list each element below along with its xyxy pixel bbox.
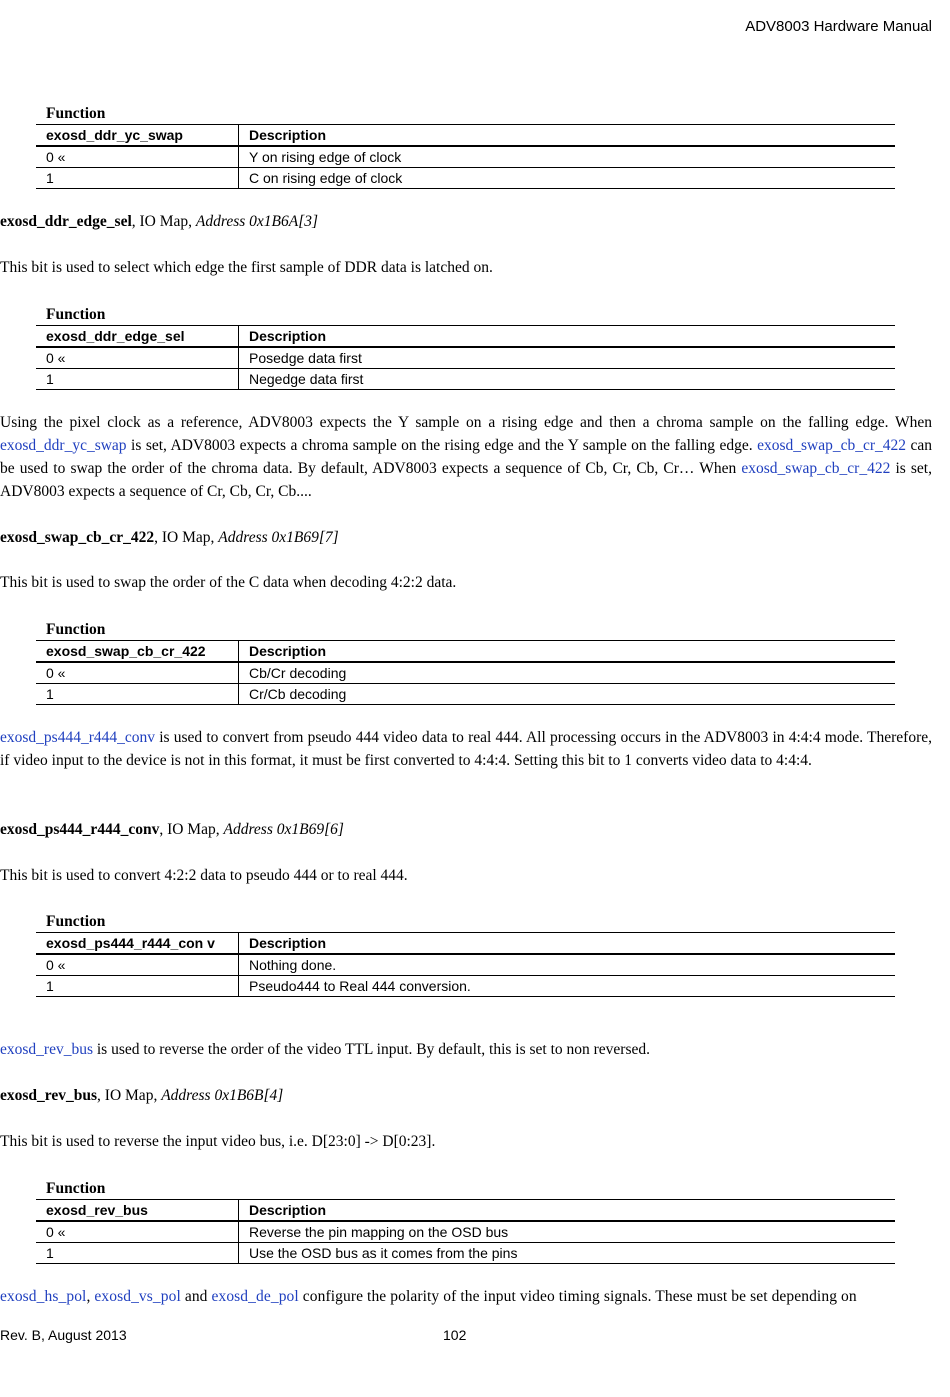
register-heading-rev-bus — [0, 1084, 932, 1107]
table-row — [36, 662, 895, 684]
paragraph-text: can be used to swap the order of the chroma data. By default, ADV8003 expects a sequence of Cb, Cr, Cb, Cr… When — [0, 437, 932, 477]
table-header-row — [36, 1200, 895, 1222]
table-cell-value: 0 « — [36, 954, 239, 976]
register-map: , IO Map, — [97, 1087, 162, 1104]
table-caption: Function — [46, 913, 106, 930]
table-cell-description: Cb/Cr decoding — [239, 662, 896, 684]
footer-page-number: 102 — [443, 1327, 467, 1343]
table-caption: Function — [46, 1180, 106, 1197]
table-row — [36, 684, 895, 705]
link-exosd-swap-cb-cr-422[interactable]: exosd_swap_cb_cr_422 — [741, 460, 891, 477]
footer-revision: Rev. B, August 2013 — [0, 1327, 127, 1343]
table-header-description: Description — [239, 641, 896, 663]
table-header-row — [36, 933, 895, 955]
table-header-field: exosd_ps444_r444_con v — [36, 933, 239, 955]
paragraph-text: is used to reverse the order of the video TTL input. By default, this is set to non reversed. — [93, 1041, 651, 1058]
description-text: This bit is used to select which edge the first sample of DDR data is latched on. — [0, 259, 493, 276]
table-row — [36, 954, 895, 976]
table-header-field: exosd_ddr_edge_sel — [36, 326, 239, 348]
link-exosd-de-pol[interactable]: exosd_de_pol — [211, 1288, 299, 1305]
function-table-rev-bus — [36, 1178, 895, 1264]
function-table-ddr-edge-sel — [36, 304, 895, 390]
register-address: Address 0x1B6B[4] — [161, 1087, 284, 1104]
table-row — [36, 1221, 895, 1243]
function-table-ddr-yc-swap — [36, 103, 895, 189]
table-cell-description: Posedge data first — [239, 347, 896, 369]
register-map: , IO Map, — [131, 213, 196, 230]
paragraph-text: configure the polarity of the input video timing signals. These must be set depending on — [298, 1288, 857, 1305]
register-map: , IO Map, — [159, 821, 224, 838]
table-cell-value: 1 — [36, 684, 239, 705]
paragraph-text: , — [86, 1288, 95, 1305]
table-caption: Function — [46, 105, 106, 122]
description-text: This bit is used to reverse the input video bus, i.e. D[23:0] -> D[0:23]. — [0, 1133, 436, 1150]
table-header-row — [36, 125, 895, 147]
description-text: This bit is used to swap the order of the C data when decoding 4:2:2 data. — [0, 574, 457, 591]
paragraph-ps444 — [0, 726, 932, 772]
register-name: exosd_ps444_r444_conv — [0, 821, 160, 838]
register-heading-swap-cb-cr-422 — [0, 526, 932, 549]
register-description-swap-cb-cr-422 — [0, 571, 932, 594]
table-header-row — [36, 641, 895, 663]
table-cell-description: Negedge data first — [239, 369, 896, 390]
paragraph-text: is set, ADV8003 expects a sequence of Cr, Cb, Cr, Cb.... — [0, 460, 932, 500]
function-table-swap-cb-cr-422 — [36, 619, 895, 705]
table-row — [36, 1243, 895, 1264]
table-cell-value: 1 — [36, 369, 239, 390]
link-exosd-rev-bus[interactable]: exosd_rev_bus — [0, 1041, 93, 1058]
table-header-field: exosd_ddr_yc_swap — [36, 125, 239, 147]
table-cell-description: Pseudo444 to Real 444 conversion. — [239, 976, 896, 997]
paragraph-pixel-clock — [0, 411, 932, 503]
register-map: , IO Map, — [154, 529, 219, 546]
table-cell-value: 0 « — [36, 347, 239, 369]
register-address: Address 0x1B69[6] — [223, 821, 344, 838]
paragraph-rev-bus — [0, 1038, 932, 1061]
register-description-ddr-edge-sel — [0, 256, 932, 279]
register-heading-ddr-edge-sel — [0, 210, 932, 233]
table-header-description: Description — [239, 1200, 896, 1222]
function-table-ps444-r444-conv — [36, 911, 895, 997]
table-cell-description: C on rising edge of clock — [239, 168, 896, 189]
table-row — [36, 976, 895, 997]
register-address: Address 0x1B69[7] — [218, 529, 339, 546]
link-exosd-hs-pol[interactable]: exosd_hs_pol — [0, 1288, 87, 1305]
table-row — [36, 146, 895, 168]
table-header-description: Description — [239, 125, 896, 147]
link-exosd-vs-pol[interactable]: exosd_vs_pol — [94, 1288, 181, 1305]
paragraph-text: is set, ADV8003 expects a chroma sample on the rising edge and the Y sample on the falling edge. — [126, 437, 758, 454]
table-cell-value: 0 « — [36, 146, 239, 168]
table-cell-description: Cr/Cb decoding — [239, 684, 896, 705]
table-cell-description: Use the OSD bus as it comes from the pins — [239, 1243, 896, 1264]
table-header-field: exosd_rev_bus — [36, 1200, 239, 1222]
table-cell-value: 1 — [36, 168, 239, 189]
table-cell-description: Y on rising edge of clock — [239, 146, 896, 168]
table-cell-description: Reverse the pin mapping on the OSD bus — [239, 1221, 896, 1243]
description-text: This bit is used to convert 4:2:2 data to pseudo 444 or to real 444. — [0, 867, 408, 884]
register-name: exosd_swap_cb_cr_422 — [0, 529, 155, 546]
register-address: Address 0x1B6A[3] — [195, 213, 319, 230]
table-row — [36, 347, 895, 369]
register-heading-ps444-r444-conv — [0, 818, 932, 841]
table-row — [36, 168, 895, 189]
paragraph-polarity — [0, 1285, 932, 1308]
register-description-ps444-r444-conv — [0, 864, 932, 887]
table-caption: Function — [46, 306, 106, 323]
table-cell-value: 1 — [36, 1243, 239, 1264]
paragraph-text: is used to convert from pseudo 444 video data to real 444. All processing occurs in the ADV8003 in 4:4:4 mode. Therefore, if video input to the device is not in this format, it must be first converted to 4:4:4. Setting this bit to 1 converts video data to 4:4:4. — [0, 729, 932, 769]
table-cell-value: 0 « — [36, 1221, 239, 1243]
register-description-rev-bus — [0, 1130, 932, 1153]
table-caption: Function — [46, 621, 106, 638]
paragraph-text: Using the pixel clock as a reference, ADV8003 expects the Y sample on a rising edge and then a chroma sample on the falling edge. When — [0, 414, 932, 431]
table-cell-value: 0 « — [36, 662, 239, 684]
link-exosd-ddr-yc-swap[interactable]: exosd_ddr_yc_swap — [0, 437, 127, 454]
table-header-description: Description — [239, 326, 896, 348]
table-cell-description: Nothing done. — [239, 954, 896, 976]
paragraph-text: and — [180, 1288, 212, 1305]
page-header-title: ADV8003 Hardware Manual — [745, 18, 932, 35]
link-exosd-ps444-r444-conv[interactable]: exosd_ps444_r444_conv — [0, 729, 155, 746]
register-name: exosd_rev_bus — [0, 1087, 98, 1104]
table-header-field: exosd_swap_cb_cr_422 — [36, 641, 239, 663]
table-header-description: Description — [239, 933, 896, 955]
link-exosd-swap-cb-cr-422[interactable]: exosd_swap_cb_cr_422 — [757, 437, 907, 454]
register-name: exosd_ddr_edge_sel — [0, 213, 132, 230]
table-header-row — [36, 326, 895, 348]
table-row — [36, 369, 895, 390]
table-cell-value: 1 — [36, 976, 239, 997]
